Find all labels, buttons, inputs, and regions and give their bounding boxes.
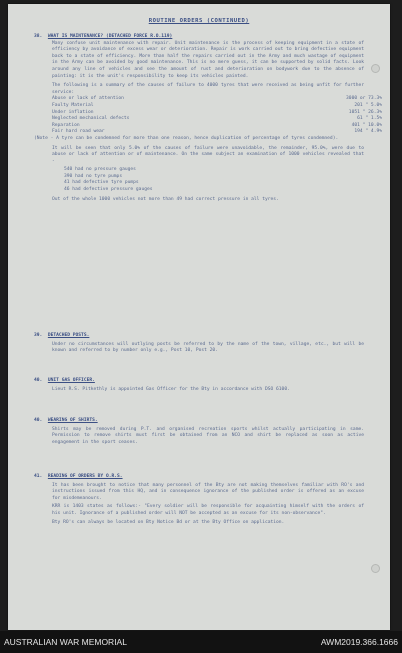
section-title: UNIT GAS OFFICER. xyxy=(47,378,95,383)
section-paragraph: Out of the whole 1000 vehicles not more than 49 had correct pressure in all tyres. xyxy=(52,196,279,202)
footer-reference: AWM2019.366.1666 xyxy=(320,637,398,647)
footer-source: AUSTRALIAN WAR MEMORIAL xyxy=(4,637,127,647)
document-page xyxy=(8,4,390,630)
page-header: ROUTINE ORDERS (CONTINUED) xyxy=(148,18,250,24)
section-paragraph: Bty RO's can always be located on Bty Notice Bd or at the Bty Office on application. xyxy=(52,519,285,525)
section-paragraph: Many confuse unit maintenance with repair. Unit maintenance is the process of keeping equipment in a state of efficiency by avoidance of excess wear or deterioration. Repair is work carried out to bring defective equipment back to a state of efficiency. More than half the repairs carried out in the Army and much wastage of equipment in the Army can be avoided by good maintenance. This is no mere guess, it can be supported by solid facts. Look around any line of vehicles and see the amount of rust and deterioration on bodywork due to the absence of painting: it is the unit's responsibility to keep its vehicles painted. xyxy=(52,40,364,79)
table-row: Abuse or lack of attention 3000 or 73.3% xyxy=(52,96,382,102)
section-title: READING OF ORDERS BY O.R.S. xyxy=(47,474,123,479)
section-title: WEARING OF SHIRTS. xyxy=(47,418,98,423)
section-title: DETACHED POSTS. xyxy=(47,333,90,338)
section-number: 40. xyxy=(34,378,43,383)
section-number: 38. xyxy=(34,34,43,39)
archive-footer xyxy=(0,631,402,653)
table-row: Under inflation 1051 " 26.3% xyxy=(52,109,382,115)
section-number: 40. xyxy=(34,418,43,423)
table-row: Reparation 401 " 10.0% xyxy=(52,122,382,128)
findings-list xyxy=(34,167,364,193)
section-40-gas-officer xyxy=(34,378,364,393)
table-note: (Note - A tyre can be condemned for more than one reason, hence duplication of percentage of tyres condemned). xyxy=(34,135,339,141)
causes-table xyxy=(34,96,382,136)
list-item: 41 had defective tyre pumps xyxy=(64,180,139,186)
list-item: 390 had no tyre pumps xyxy=(64,173,123,179)
punch-hole xyxy=(371,64,380,73)
table-row: Neglected mechanical defects 61 " 1.5% xyxy=(52,116,382,122)
section-paragraph: It has been brought to notice that many personnel of the Bty are not making themselves familiar with RO's and instructions issued from this HQ, and in consequence ignorance of the published order is offered as an excuse for misdemeanours. xyxy=(52,482,364,501)
table-row: Fair hard road wear 194 " 4.9% xyxy=(52,129,382,135)
section-title: WHAT IS MAINTENANCE? (DETACHED FORCE R.O.119) xyxy=(47,34,173,39)
punch-hole xyxy=(371,564,380,573)
section-paragraph: Lieut R.S. Pitkethly is appointed Gas Officer for the Bty in accordance with DSO 6100. xyxy=(52,386,290,392)
section-number: 39. xyxy=(34,333,43,338)
section-40-shirts xyxy=(34,418,364,446)
section-41 xyxy=(34,474,364,526)
table-row: Faulty Material 201 " 5.0% xyxy=(52,102,382,108)
list-item: 46 had defective pressure gauges xyxy=(64,187,153,193)
section-39 xyxy=(34,333,364,355)
section-paragraph: Under no circumstances will outlying posts be referred to by the name of the town, village, etc., but will be known and referred to by number only e.g., Post 10, Post 20. xyxy=(52,341,364,354)
section-paragraph: KRR is 1403 states as follows:- "Every soldier will be responsible for acquainting himself with the orders of his unit. Ignorance of a published order will NOT be accepted as an excuse for its non-observance". xyxy=(52,504,364,516)
section-paragraph: Shirts may be removed during P.T. and organised recreation sports whilst actually participating in same. Permission to remove shirts must first be obtained from an NCO and shirt be replaced as soon as active engagement in the sport ceases. xyxy=(52,426,364,445)
section-paragraph: It will be seen that only 5.0% of the causes of failure were unavoidable, the remainder, 95.0%, were due to abuse or lack of attention or of maintenance. On the same subject an examination of 1000 vehicles revealed that - xyxy=(52,145,364,164)
section-38 xyxy=(34,34,382,203)
section-paragraph: The following is a summary of the causes of failure to 4000 tyres that were received as being unfit for further service: xyxy=(52,83,364,95)
section-number: 41. xyxy=(34,474,43,479)
list-item: 540 had no pressure gauges xyxy=(64,167,136,173)
